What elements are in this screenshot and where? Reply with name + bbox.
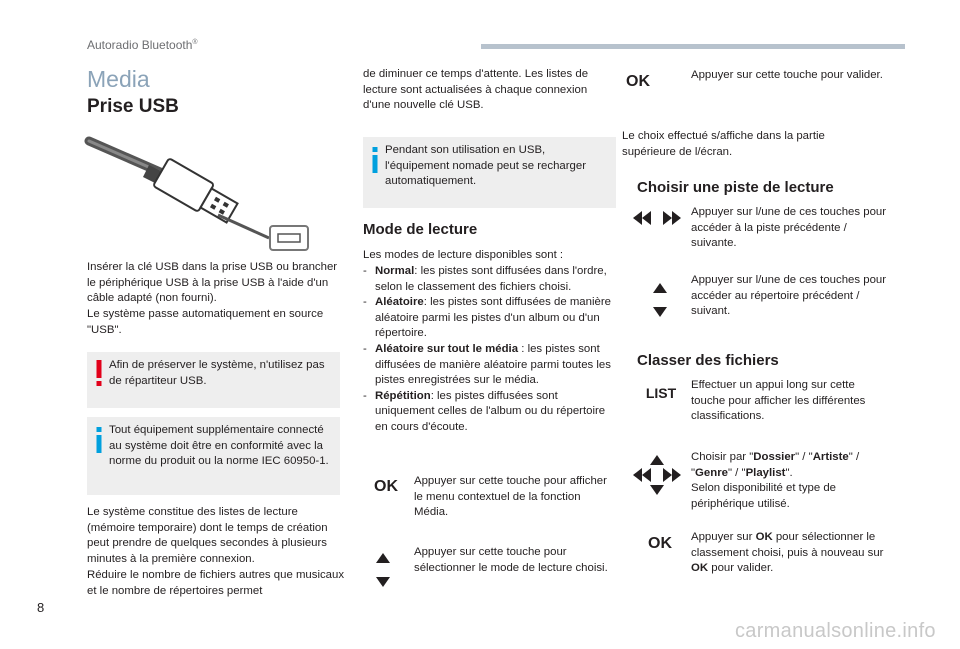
sort-choice-text: Choisir par "Dossier" / "Artiste" / "Genre" / "Playlist". Selon disponibilité et type de périphérique utilisé. [691, 451, 860, 510]
ok-key-label: OK [374, 478, 398, 495]
usb-insert-paragraph: Insérer la clé USB dans la prise USB ou brancher le périphérique USB à la prise USB à l'aide d'un câble adapté (non fourni). [87, 261, 338, 305]
page-number: 8 [37, 600, 45, 615]
updown-mode-text: Appuyer sur cette touche pour sélectionner le mode de lecture choisi. [414, 546, 608, 574]
mode-item-random-all: - Aléatoire sur tout le média : les pistes sont diffusées de manière aléatoire parmi toutes les pistes enregistrées sur le média. [363, 342, 611, 387]
header-rule [481, 44, 905, 49]
ok-key-label: OK [626, 73, 650, 90]
mode-item-random: - Aléatoire: les pistes sont diffusées de manière aléatoire parmi les pistes d'un album ou d'un répertoire. [363, 296, 611, 340]
sort-heading: Classer des fichiers [637, 352, 779, 369]
footer-watermark: carmanualsonline.info [735, 620, 936, 642]
ok-menu-text: Appuyer sur cette touche pour afficher le menu contextuel de la fonction Média. [414, 475, 607, 519]
choice-display-paragraph: Le choix effectué s/affiche dans la partie supérieure de l/écran. [622, 130, 825, 158]
wait-time-paragraph: de diminuer ce temps d'attente. Les listes de lecture sont actualisées à chaque connexion d'une nouvelle clé USB. [363, 68, 589, 112]
info-i-icon [95, 427, 103, 453]
ok-key-label: OK [648, 535, 672, 552]
updown-folder-text: Appuyer sur l/une de ces touches pour accéder au répertoire précédent / suivant. [691, 274, 887, 318]
ok-sort-text: Appuyer sur OK pour sélectionner le classement choisi, puis à nouveau sur OK pour valider. [691, 531, 884, 575]
usb-heading: Prise USB [87, 96, 179, 117]
warning-text: Afin de préserver le système, n'utilisez pas de répartiteur USB. [109, 359, 325, 387]
mode-heading: Mode de lecture [363, 221, 478, 238]
running-header: Autoradio Bluetooth® [87, 38, 198, 52]
warning-note [87, 352, 340, 408]
mode-list [363, 264, 613, 436]
info-note [87, 417, 340, 495]
info-i-icon [371, 147, 379, 173]
up-down-arrows-icon [376, 553, 390, 587]
usb-plug-illustration [87, 135, 315, 255]
playlist-paragraph: Le système constitue des listes de lecture (mémoire temporaire) dont le temps de création peut prendre de quelques secondes à plusieurs minutes à la première connexion. [87, 506, 328, 565]
usb-source-paragraph: Le système passe automatiquement en source "USB". [87, 308, 324, 336]
track-heading: Choisir une piste de lecture [637, 179, 834, 196]
mode-intro: Les modes de lecture disponibles sont : [363, 249, 564, 261]
charging-info-note [363, 137, 616, 208]
four-way-arrows-icon [633, 455, 681, 495]
up-down-arrows-icon [653, 283, 667, 317]
prev-next-arrows-icon [633, 211, 681, 225]
list-key-label: LIST [645, 385, 677, 401]
charging-info-text: Pendant son utilisation en USB, l'équipement nomade peut se recharger automatiquement. [385, 144, 587, 188]
leftright-track-text: Appuyer sur l/une de ces touches pour accéder à la piste précédente / suivante. [691, 206, 887, 250]
ok-validate-text: Appuyer sur cette touche pour valider. [691, 69, 883, 81]
section-title: Media [87, 66, 150, 92]
reduce-files-paragraph: Réduire le nombre de fichiers autres que musicaux et le nombre de répertoires permet [87, 569, 345, 597]
mode-item-repeat: - Répétition: les pistes diffusées sont uniquement celles de l'album ou du répertoire en cours d'écoute. [363, 389, 606, 433]
mode-item-normal: - Normal: les pistes sont diffusées dans l'ordre, selon le classement des fichiers choisi. [363, 265, 607, 293]
info-text: Tout équipement supplémentaire connecté au système doit être en conformité avec la norme du produit ou la norme IEC 60950-1. [109, 424, 329, 468]
list-long-press-text: Effectuer un appui long sur cette touche pour afficher les différentes classifications. [691, 379, 866, 423]
warning-exclamation-icon [95, 360, 103, 386]
